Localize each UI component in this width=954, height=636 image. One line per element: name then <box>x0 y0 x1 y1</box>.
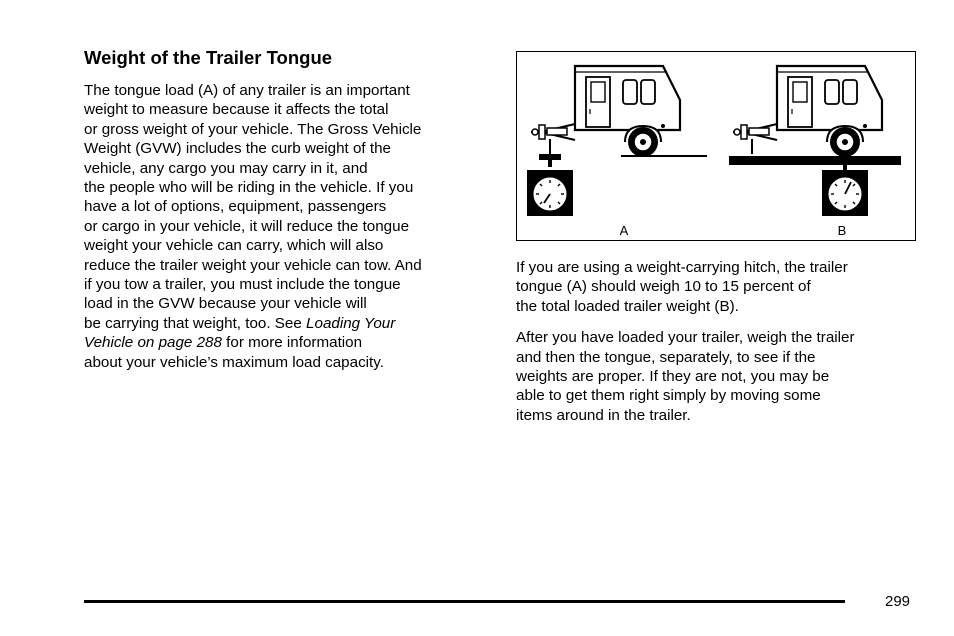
text-line: items around in the trailer. <box>516 406 691 424</box>
trailer-weight-illustration <box>516 51 916 241</box>
text-line: tongue (A) should weigh 10 to 15 percent of <box>516 278 811 296</box>
text-line: if you tow a trailer, you must include the tongue <box>84 276 401 294</box>
hitch-paragraph <box>516 258 926 316</box>
label-a: A <box>619 223 629 238</box>
trailer-illustration-svg <box>517 52 914 239</box>
text-line: Weight (GVW) includes the curb weight of the <box>84 140 391 158</box>
text-line: weight your vehicle can carry, which will also <box>84 237 384 255</box>
text-fragment: for more information <box>221 334 363 352</box>
text-line: about your vehicle’s maximum load capacity. <box>84 353 384 371</box>
text-line: After you have loaded your trailer, weigh the trailer <box>516 329 855 347</box>
text-line: weight to measure because it affects the total <box>84 101 389 119</box>
scale-platform-b <box>729 156 901 165</box>
text-line <box>84 333 494 352</box>
text-line: the people who will be riding in the vehicle. If you <box>84 179 414 197</box>
text-line: If you are using a weight-carrying hitch, the trailer <box>516 259 848 276</box>
trailer-b <box>729 66 901 170</box>
text-line: the total loaded trailer weight (B). <box>516 297 739 315</box>
cross-reference-link[interactable]: Loading Your <box>306 314 396 332</box>
weighing-paragraph <box>516 328 926 425</box>
section-heading: Weight of the Trailer Tongue <box>84 47 333 68</box>
page-number: 299 <box>885 593 911 610</box>
text-line: able to get them right simply by moving some <box>516 387 821 405</box>
text-line: The tongue load (A) of any trailer is an important <box>84 82 410 99</box>
right-column <box>516 258 926 437</box>
scale-a <box>527 170 573 216</box>
text-line: reduce the trailer weight your vehicle can tow. And <box>84 256 422 274</box>
tongue-load-paragraph <box>84 81 494 372</box>
text-line: or cargo in your vehicle, it will reduce the tongue <box>84 217 410 235</box>
text-line: or gross weight of your vehicle. The Gross Vehicle <box>84 120 422 138</box>
cross-reference-link-page[interactable]: Vehicle on page 288 <box>84 334 222 352</box>
text-line: and then the tongue, separately, to see if the <box>516 348 816 366</box>
text-line: weights are proper. If they are not, you may be <box>516 368 830 386</box>
trailer-a <box>531 66 707 167</box>
label-b: B <box>837 223 847 238</box>
scale-b <box>822 170 868 216</box>
footer-rule <box>84 600 845 603</box>
text-line: load in the GVW because your vehicle will <box>84 295 367 313</box>
text-line: have a lot of options, equipment, passengers <box>84 198 387 216</box>
text-line: vehicle, any cargo you may carry in it, and <box>84 159 368 177</box>
text-fragment: be carrying that weight, too. See <box>84 314 307 332</box>
text-line <box>84 314 494 333</box>
scale-platform-a <box>539 154 561 160</box>
left-column <box>84 46 494 372</box>
